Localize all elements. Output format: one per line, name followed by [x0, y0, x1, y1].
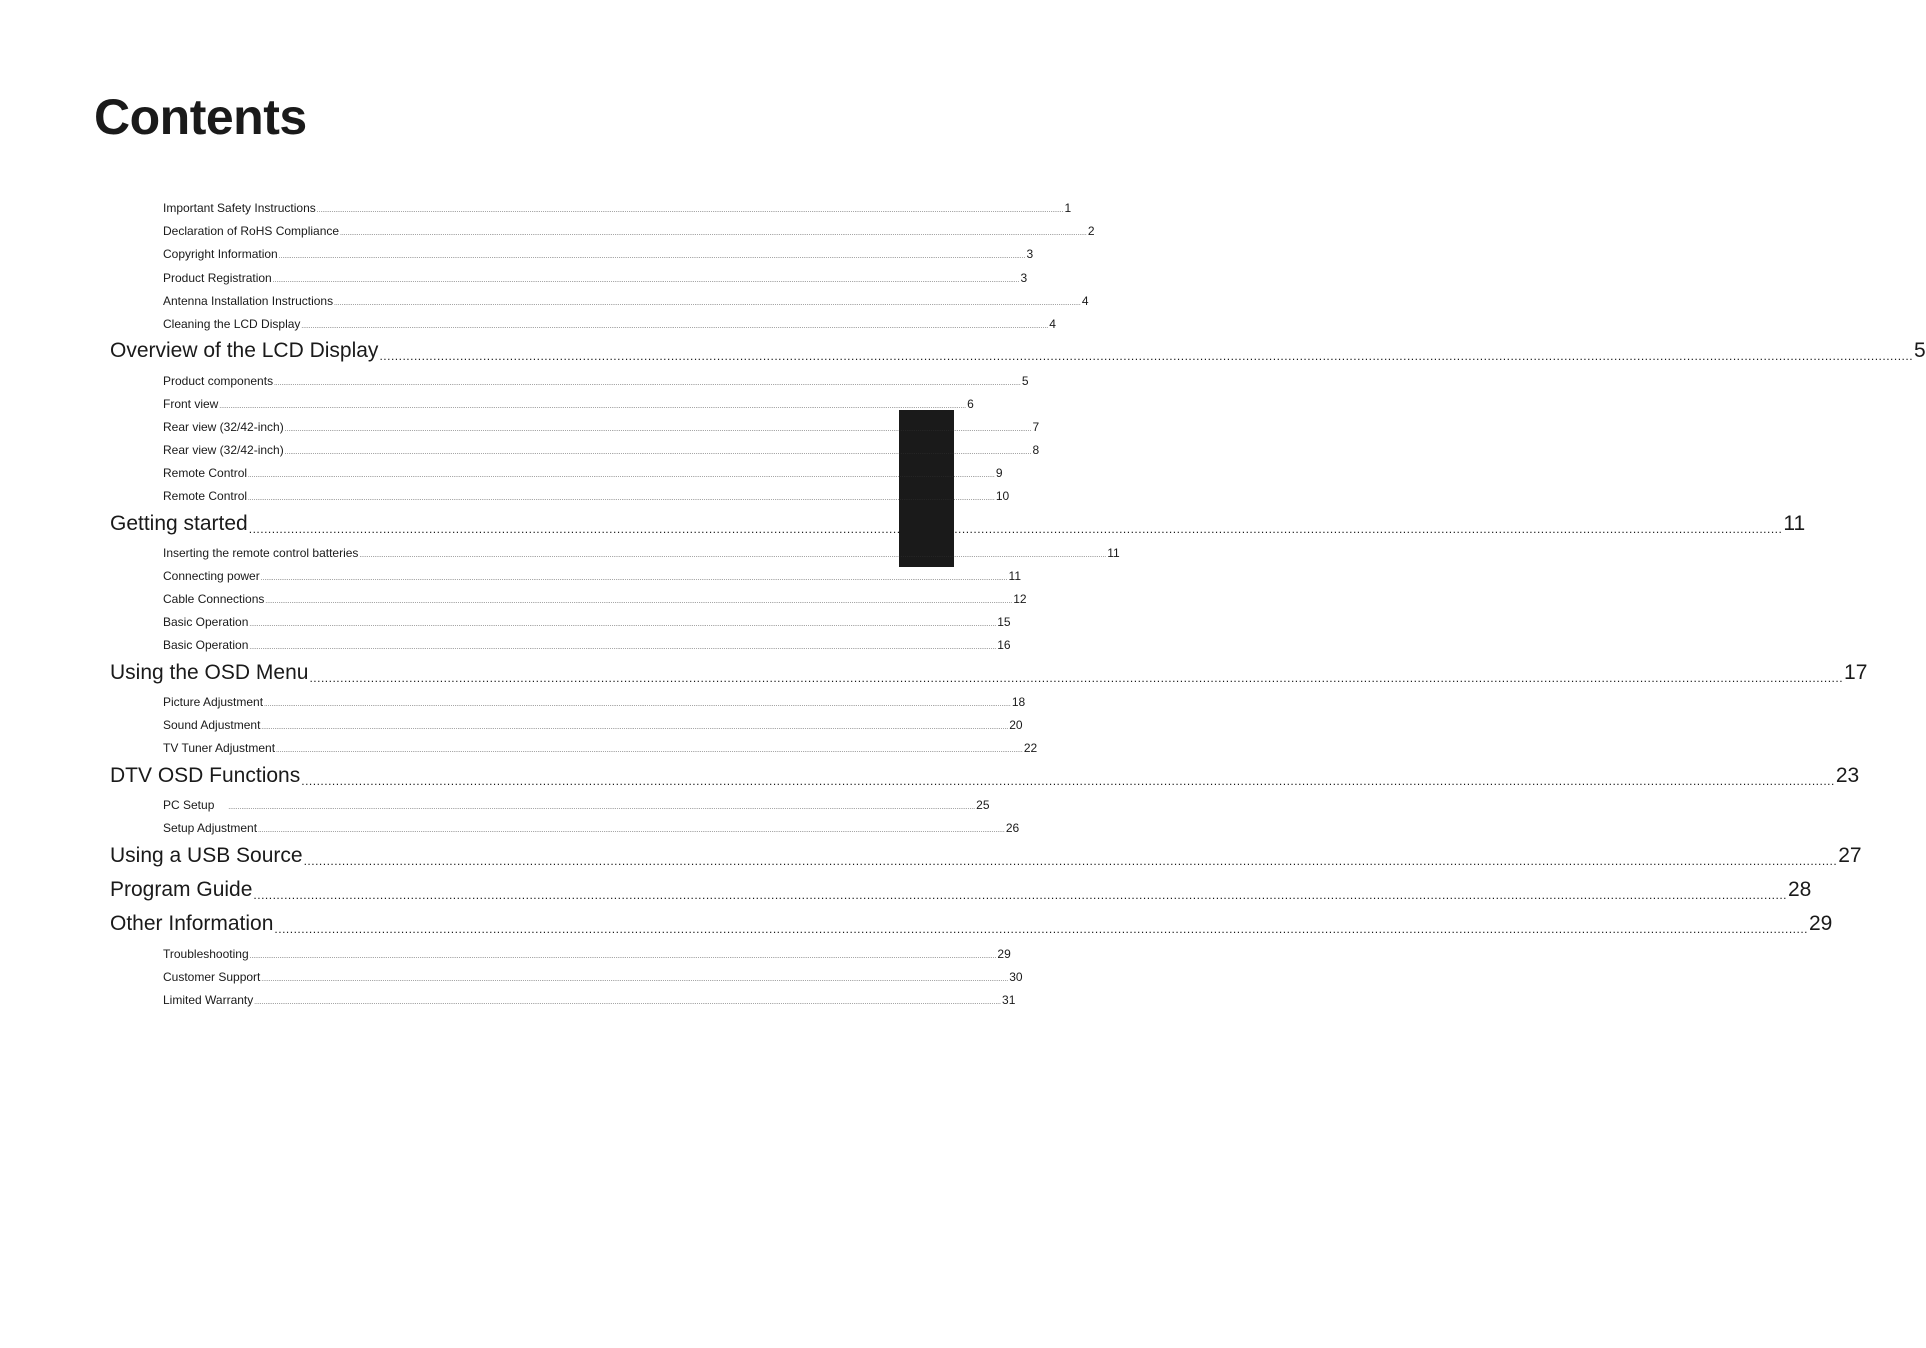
toc-entry-label: Setup Adjustment: [163, 821, 258, 835]
toc-entry-label: PC Setup: [163, 798, 215, 812]
toc-entry[interactable]: [163, 247, 1034, 261]
toc-entry-label: Basic Operation: [163, 638, 249, 652]
toc-entry[interactable]: [163, 993, 1016, 1007]
toc-entry-label: Sound Adjustment: [163, 718, 261, 732]
toc-entry-page: 29: [997, 947, 1011, 961]
toc-entry-page: 31: [1002, 993, 1016, 1007]
toc-entry-label: Product components: [163, 374, 274, 388]
toc-leader-dots: ................................................................................................................................................................................................................................................................................................................................................................................................................: [340, 231, 1087, 237]
toc-entry-label: Antenna Installation Instructions: [163, 294, 334, 308]
toc-entry-page: 8: [1032, 443, 1040, 457]
toc-leader-dots: ................................................................................................................................................................................................................................................................................................................................................................................................................: [278, 254, 1026, 260]
toc-leader-dots: ................................................................................................................................................................................................................................................................................................................................................................................................................: [258, 828, 1005, 834]
toc-entry[interactable]: [163, 546, 1120, 560]
toc-entry[interactable]: [163, 317, 1056, 331]
toc-section-label: Overview of the LCD Display: [110, 339, 379, 362]
toc-entry[interactable]: [163, 615, 1011, 629]
toc-entry-page: 16: [997, 638, 1011, 652]
toc-entry[interactable]: [163, 420, 1040, 434]
toc-leader-dots: ................................................................................................................................................................................................................................................................................................................................................................................................................: [249, 954, 997, 960]
toc-entry-page: 6: [967, 397, 974, 411]
toc-leader-dots: ................................................................................................................................................................................................................................................................................................................................................................................................................: [261, 977, 1009, 983]
toc-entry-page: 9: [995, 466, 1003, 480]
toc-entry[interactable]: [163, 638, 1011, 652]
toc-section-label: Getting started: [110, 512, 248, 535]
toc-entry[interactable]: [163, 695, 1026, 709]
toc-entry-label: Picture Adjustment: [163, 695, 264, 709]
toc-entry-page: 4: [1081, 294, 1089, 308]
toc-leader-dots: ................................................................................................................................................................................................................................................................................................................................................................................................................: [272, 278, 1020, 284]
toc-section-label: Using a USB Source: [110, 844, 303, 867]
toc-entry[interactable]: [163, 970, 1023, 984]
toc-leader-dots: ................................................................................................................................................................................................................................................................................................................................................................................................................: [248, 496, 995, 502]
toc-entry[interactable]: [163, 397, 974, 411]
toc-entry-label: Cleaning the LCD Display: [163, 317, 301, 331]
toc-entry[interactable]: [163, 741, 1038, 755]
toc-leader-dots: ................................................................................................................................................................................................................................................................................................................................................................................................................: [248, 522, 1783, 536]
toc-entry-page: 7: [1032, 420, 1040, 434]
toc-leader-dots: ................................................................................................................................................................................................................................................................................................................................................................................................................: [379, 349, 1914, 363]
toc-leader-dots: ................................................................................................................................................................................................................................................................................................................................................................................................................: [359, 553, 1107, 559]
toc-entry[interactable]: [163, 443, 1040, 457]
toc-entry[interactable]: [163, 201, 1072, 215]
toc-section-label: DTV OSD Functions: [110, 764, 301, 787]
toc-entry[interactable]: [163, 821, 1020, 835]
toc-leader-dots: ................................................................................................................................................................................................................................................................................................................................................................................................................: [276, 748, 1023, 754]
toc-entry-page: 3: [1020, 271, 1028, 285]
toc-entry-label: Product Registration: [163, 271, 272, 285]
toc-entry-label: Limited Warranty: [163, 993, 254, 1007]
toc-entry-page: 10: [995, 489, 1010, 503]
toc-entry[interactable]: [163, 294, 1089, 308]
toc-entry[interactable]: [163, 947, 1011, 961]
toc-entry-page: 25: [976, 798, 990, 812]
toc-entry-label: TV Tuner Adjustment: [163, 741, 276, 755]
toc-entry-page: 5: [1021, 374, 1029, 388]
toc-entry[interactable]: [163, 489, 1010, 503]
toc-entry-page: 4: [1049, 317, 1056, 331]
toc-entry-label: Troubleshooting: [163, 947, 249, 961]
toc-entry-page: 1: [1064, 201, 1072, 215]
toc-entry[interactable]: [163, 374, 1029, 388]
toc-leader-dots: ................................................................................................................................................................................................................................................................................................................................................................................................................: [334, 301, 1081, 307]
toc-section-page: 5: [1914, 339, 1926, 362]
toc-leader-dots: ................................................................................................................................................................................................................................................................................................................................................................................................................: [261, 725, 1009, 731]
toc-leader-dots: ................................................................................................................................................................................................................................................................................................................................................................................................................: [249, 622, 997, 628]
toc-entry-label: Remote Control: [163, 489, 248, 503]
toc-entry-page: 15: [997, 615, 1011, 629]
toc-entry-page: 22: [1023, 741, 1038, 755]
toc-leader-dots: ................................................................................................................................................................................................................................................................................................................................................................................................................: [274, 381, 1021, 387]
toc-section-page: 23: [1835, 764, 1860, 787]
toc-entry-label: Remote Control: [163, 466, 248, 480]
toc-entry[interactable]: [163, 798, 990, 812]
toc-entry-label: Customer Support: [163, 970, 261, 984]
toc-leader-dots: ................................................................................................................................................................................................................................................................................................................................................................................................................: [284, 450, 1032, 456]
toc-section-label: Other Information: [110, 912, 274, 935]
toc-leader-dots: ................................................................................................................................................................................................................................................................................................................................................................................................................: [253, 888, 1787, 902]
toc-leader-dots: ................................................................................................................................................................................................................................................................................................................................................................................................................: [248, 473, 995, 479]
toc-section-page: 27: [1838, 844, 1862, 867]
toc-leader-dots: ................................................................................................................................................................................................................................................................................................................................................................................................................: [254, 1000, 1002, 1006]
toc-entry-page: 30: [1009, 970, 1023, 984]
toc-leader-dots: ................................................................................................................................................................................................................................................................................................................................................................................................................: [301, 774, 1835, 788]
toc-entry-label: Important Safety Instructions: [163, 201, 316, 215]
toc-entry-page: 18: [1011, 695, 1026, 709]
toc-entry-label: Connecting power: [163, 569, 260, 583]
toc-entry-page: 12: [1013, 592, 1027, 606]
toc-leader-dots: ................................................................................................................................................................................................................................................................................................................................................................................................................: [316, 208, 1064, 214]
toc-entry[interactable]: [163, 466, 1003, 480]
toc-entry-label: Basic Operation: [163, 615, 249, 629]
toc-leader-dots: ................................................................................................................................................................................................................................................................................................................................................................................................................: [219, 404, 967, 410]
toc-section-page: 11: [1783, 512, 1806, 535]
toc-leader-dots: ................................................................................................................................................................................................................................................................................................................................................................................................................: [264, 702, 1011, 708]
toc-entry-page: 3: [1026, 247, 1034, 261]
toc-entry[interactable]: [163, 224, 1095, 238]
toc-section[interactable]: [110, 764, 1860, 788]
toc-entry[interactable]: [163, 592, 1027, 606]
toc-entry-page: 11: [1008, 569, 1021, 583]
toc-section[interactable]: [110, 661, 1868, 685]
page-title: Contents: [94, 89, 307, 145]
toc-entry-page: 20: [1009, 718, 1023, 732]
toc-section[interactable]: [110, 878, 1812, 902]
toc-leader-dots: ................................................................................................................................................................................................................................................................................................................................................................................................................: [260, 576, 1008, 582]
toc-entry[interactable]: [163, 718, 1023, 732]
toc-entry-label: Inserting the remote control batteries: [163, 546, 359, 560]
toc-leader-dots: ................................................................................................................................................................................................................................................................................................................................................................................................................: [301, 324, 1049, 330]
toc-leader-dots: ................................................................................................................................................................................................................................................................................................................................................................................................................: [284, 427, 1032, 433]
toc-leader-dots: ................................................................................................................................................................................................................................................................................................................................................................................................................: [249, 645, 997, 651]
toc-section-page: 28: [1788, 878, 1812, 901]
toc-entry[interactable]: [163, 569, 1021, 583]
toc-section[interactable]: [110, 912, 1833, 936]
toc-entry-label: Rear view (32/42-inch): [163, 420, 284, 434]
toc-entry-label: Cable Connections: [163, 592, 265, 606]
toc-leader-dots: ................................................................................................................................................................................................................................................................................................................................................................................................................: [309, 671, 1844, 685]
toc-entry-page: 11: [1107, 546, 1120, 560]
toc-section[interactable]: [110, 512, 1806, 536]
toc-entry[interactable]: [163, 271, 1028, 285]
toc-entry-label: Copyright Information: [163, 247, 278, 261]
toc-leader-dots: ................................................................................................................................................................................................................................................................................................................................................................................................................: [303, 854, 1838, 868]
toc-entry-page: 2: [1087, 224, 1095, 238]
toc-leader-dots: ................................................................................................................................................................................................................................................................................................................................................................................................................: [228, 805, 976, 811]
toc-section-label: Using the OSD Menu: [110, 661, 309, 684]
toc-leader-dots: ................................................................................................................................................................................................................................................................................................................................................................................................................: [265, 599, 1013, 605]
toc-entry-label: Rear view (32/42-inch): [163, 443, 284, 457]
toc-section[interactable]: [110, 844, 1862, 868]
toc-entry-page: 26: [1005, 821, 1020, 835]
toc-leader-dots: ................................................................................................................................................................................................................................................................................................................................................................................................................: [274, 922, 1808, 936]
toc-entry-label: Declaration of RoHS Compliance: [163, 224, 340, 238]
toc-section-label: Program Guide: [110, 878, 253, 901]
toc-entry-label: Front view: [163, 397, 219, 411]
toc-section-page: 29: [1809, 912, 1833, 935]
toc-section-page: 17: [1844, 661, 1868, 684]
toc-section[interactable]: [110, 339, 1926, 363]
